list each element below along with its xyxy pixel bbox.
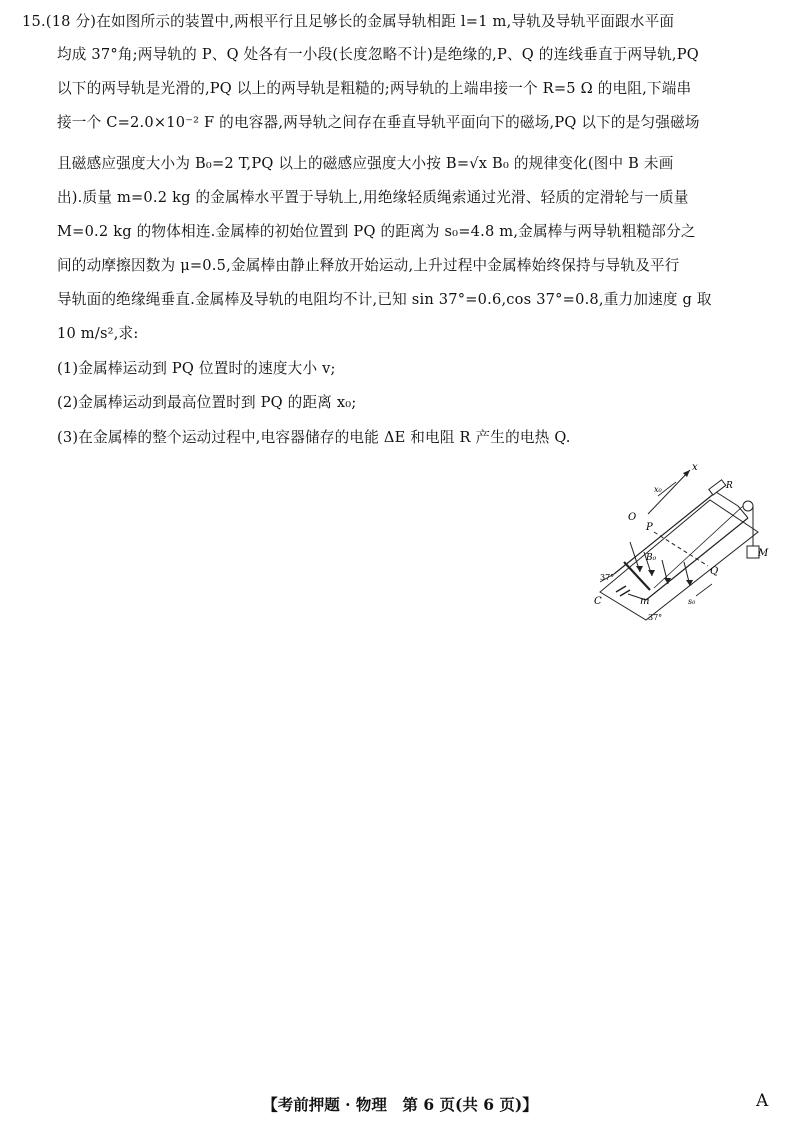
label-M: M: [758, 548, 769, 559]
question-3: (3)在金属棒的整个运动过程中,电容器储存的电能 ΔE 和电阻 R 产生的电热 Q.: [57, 429, 571, 446]
label-P: P: [646, 522, 653, 533]
problem-line: 15.(18 分)在如图所示的装置中,两根平行且足够长的金属导轨相距 l=1 m,导轨及导轨平面跟水平面: [22, 13, 675, 30]
problem-line: 导轨面的绝缘绳垂直.金属棒及导轨的电阻均不计,已知 sin 37°=0.6,cos 37°=0.8,重力加速度 g 取: [57, 291, 712, 308]
problem-line: 出).质量 m=0.2 kg 的金属棒水平置于导轨上,用绝缘轻质绳索通过光滑、轻质的定滑轮与一质量: [57, 189, 689, 206]
question-1: (1)金属棒运动到 PQ 位置时的速度大小 v;: [57, 360, 336, 377]
rail-upper: [614, 492, 716, 574]
incline-plane: [600, 500, 758, 620]
question-2: (2)金属棒运动到最高位置时到 PQ 的距离 x₀;: [57, 394, 357, 411]
problem-line: M=0.2 kg 的物体相连.金属棒的初始位置到 PQ 的距离为 s₀=4.8 m,金属棒与两导轨粗糙部分之: [57, 223, 696, 240]
label-m: m: [640, 596, 650, 607]
label-Q: Q: [710, 566, 719, 577]
label-O: O: [628, 512, 637, 523]
label-angle-right: 37°: [648, 613, 663, 622]
problem-line: 均成 37°角;两导轨的 P、Q 处各有一小段(长度忽略不计)是绝缘的,P、Q 的连线垂直于两导轨,PQ: [57, 46, 699, 63]
page-footer: 【考前押题 · 物理 第 6 页(共 6 页)】: [262, 1095, 538, 1114]
label-s0: s₀: [688, 597, 696, 606]
problem-line: 以下的两导轨是光滑的,PQ 以上的两导轨是粗糙的;两导轨的上端串接一个 R=5 Ω 的电阻,下端串: [57, 80, 692, 97]
problem-line: 接一个 C=2.0×10⁻² F 的电容器,两导轨之间存在垂直导轨平面向下的磁场,PQ 以下的是匀强磁场: [57, 114, 700, 131]
pulley: [743, 501, 753, 511]
rail-apparatus-diagram: [588, 462, 774, 626]
label-angle-left: 37°: [600, 573, 615, 582]
label-x0: x₀: [654, 485, 662, 494]
problem-line: 且磁感应强度大小为 B₀=2 T,PQ 以上的磁感应强度大小按 B=√x B₀ 的规律变化(图中 B 未画: [57, 155, 674, 172]
label-x: x: [692, 462, 698, 473]
label-C: C: [594, 596, 602, 607]
capacitor-plate: [620, 590, 630, 596]
label-B0: B₀: [646, 553, 657, 563]
problem-line: 10 m/s²,求:: [57, 325, 139, 342]
capacitor-plate: [616, 586, 626, 592]
problem-line: 间的动摩擦因数为 μ=0.5,金属棒由静止释放开始运动,上升过程中金属棒始终保持与导轨及平行: [57, 257, 680, 274]
label-R: R: [726, 481, 733, 491]
paper-version-letter: A: [756, 1091, 769, 1111]
